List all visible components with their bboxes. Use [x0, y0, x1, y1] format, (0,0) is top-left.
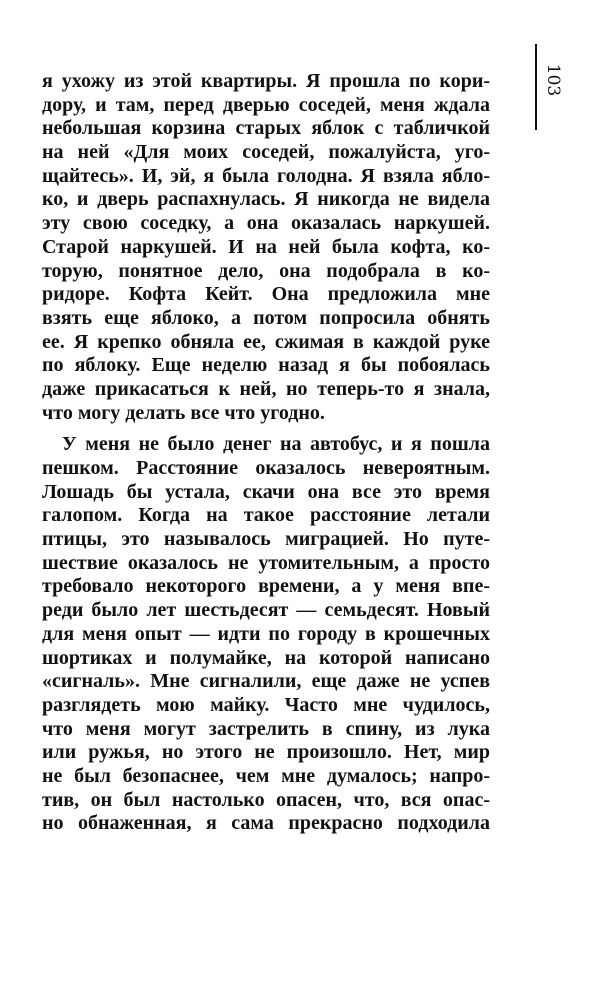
- text-line: по яблоку. Еще неделю назад я бы побоялась: [42, 354, 490, 377]
- text-line: шествие оказалось не утомительным, а просто: [42, 551, 490, 574]
- text-line: на ней «Для моих соседей, пожалуйста, уго-: [42, 141, 490, 164]
- paragraph-1: [42, 70, 490, 425]
- text-line: что меня могут застрелить в спину, из лука: [42, 717, 490, 740]
- page-number: 103: [543, 63, 563, 97]
- text-line: «сигналь». Мне сигналили, еще даже не успев: [42, 670, 490, 693]
- body-text: [42, 70, 490, 836]
- text-line: торую, понятное дело, она подобрала в ко-: [42, 259, 490, 282]
- text-line: эту свою соседку, а она оказалась наркушей.: [42, 212, 490, 235]
- text-line: ее. Я крепко обняла ее, сжимая в каждой руке: [42, 330, 490, 353]
- text-line: тив, он был настолько опасен, что, вся опас-: [42, 788, 490, 811]
- text-line: небольшая корзина старых яблок с табличкой: [42, 117, 490, 140]
- text-line: птицы, это называлось миграцией. Но путе-: [42, 528, 490, 551]
- text-line: пешком. Расстояние оказалось невероятным.: [42, 457, 490, 479]
- text-line: или ружья, но этого не произошло. Нет, мир: [42, 741, 490, 764]
- text-line: требовало некоторого времени, а у меня впе-: [42, 575, 490, 598]
- text-line: что могу делать все что угодно.: [42, 401, 325, 424]
- text-line: щайтесь». И, эй, я была голодна. Я взяла ябло-: [42, 164, 490, 187]
- text-line: Старой наркушей. И на ней была кофта, ко-: [42, 235, 490, 258]
- paragraph-2: [42, 433, 490, 836]
- page-number-rule: [535, 44, 537, 130]
- text-line: ко, и дверь распахнулась. Я никогда не видела: [42, 188, 490, 211]
- text-line: не был безопаснее, чем мне думалось; напро-: [42, 764, 490, 787]
- text-line: я ухожу из этой квартиры. Я прошла по кори-: [42, 70, 490, 92]
- text-line: даже прикасаться к ней, но теперь-то я знала,: [42, 377, 490, 400]
- text-line: реди было лет шестьдесят — семьдесят. Новый: [42, 599, 490, 622]
- text-line: У меня не было денег на автобус, и я пошла: [62, 433, 490, 456]
- text-line: взять еще яблоко, а потом попросила обнять: [42, 306, 490, 329]
- text-line: дору, и там, перед дверью соседей, меня ждала: [42, 93, 490, 116]
- text-line: шортиках и полумайке, на которой написано: [42, 646, 490, 669]
- text-line: Лошадь бы устала, скачи она все это время: [42, 480, 490, 503]
- text-line: ридоре. Кофта Кейт. Она предложила мне: [42, 283, 490, 306]
- text-line: для меня опыт — идти по городу в крошечных: [42, 622, 490, 645]
- text-line: галопом. Когда на такое расстояние летали: [42, 504, 490, 527]
- text-line: но обнаженная, я сама прекрасно подходила: [42, 812, 490, 835]
- text-line: разглядеть мою майку. Часто мне чудилось,: [42, 693, 490, 716]
